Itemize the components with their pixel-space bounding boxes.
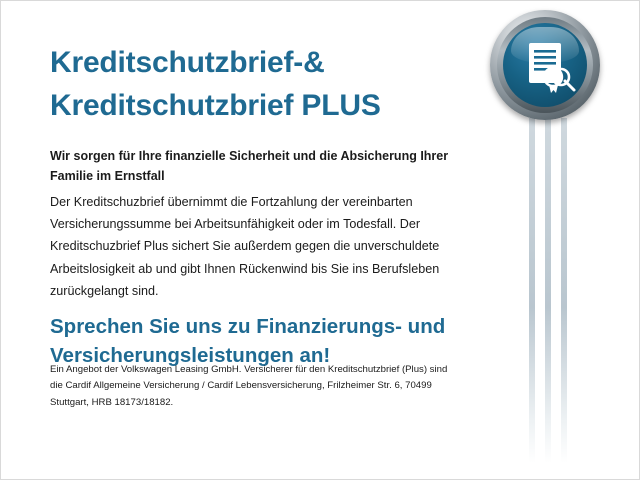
certificate-seal-icon: [490, 10, 600, 120]
page-title-line-2: Kreditschutzbrief PLUS: [50, 88, 381, 122]
stripe-2: [545, 118, 551, 463]
document-certificate-glyph: [503, 23, 587, 107]
page-title: [50, 42, 480, 127]
decorative-stripes: [520, 118, 590, 463]
call-to-action-text: Sprechen Sie uns zu Finanzierungs- und Versicherungsleistungen an!: [50, 314, 446, 368]
stripe-1: [529, 118, 535, 463]
legal-disclaimer: Ein Angebot der Volkswagen Leasing GmbH. Versicherer für den Kreditschutzbrief (Plus) sind die Cardif Allgemeine Versicherung / Cardif Lebensversicherung, Frilzheimer Str. 6, 70499 Stuttgart, HRB 18173/18182.: [50, 363, 448, 408]
stripe-3: [561, 118, 567, 463]
lead-paragraph: Wir sorgen für Ihre finanzielle Sicherheit und die Absicherung Ihrer Familie im Ernstfall: [50, 148, 449, 184]
body-paragraph: Der Kreditschuzbrief übernimmt die Fortzahlung der vereinbarten Versicherungssumme bei Arbeitsunfähigkeit oder im Todesfall. Der Kreditschuzbrief Plus sichert Sie außerdem gegen die unverschuldete Arbeitslosigkeit ab und gibt Ihnen Rückenwind bis Sie ins Berufsleben zurückgelangt sind.: [50, 194, 440, 299]
page-title-line-1: Kreditschutzbrief-&: [50, 46, 325, 80]
